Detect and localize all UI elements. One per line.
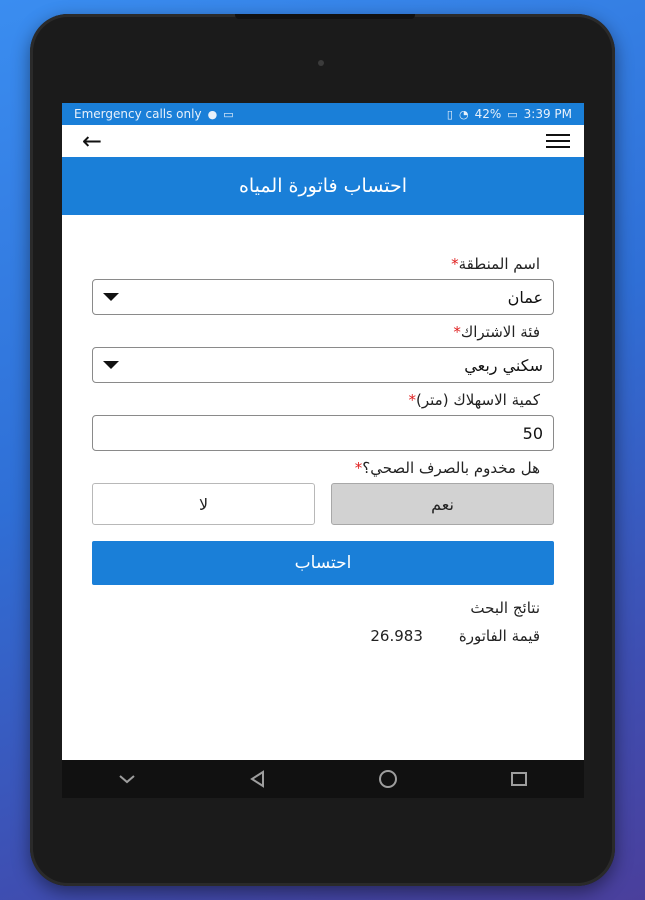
- bill-result-row: [92, 627, 554, 645]
- dropdown-caret-icon: [103, 293, 119, 301]
- results-title: نتائج البحث: [470, 599, 540, 617]
- calculate-button[interactable]: احتساب: [92, 541, 554, 585]
- back-arrow-icon[interactable]: ←: [82, 127, 103, 155]
- sewage-yes-button[interactable]: نعم: [331, 483, 554, 525]
- hamburger-menu-icon[interactable]: [546, 134, 570, 148]
- required-mark: *: [451, 255, 459, 273]
- media-icon: ▭: [223, 107, 234, 121]
- sewage-label: هل مخدوم بالصرف الصحي؟*: [354, 459, 540, 477]
- status-right: [447, 107, 572, 121]
- clock: 3:39 PM: [523, 107, 572, 121]
- bill-value: 26.983: [370, 627, 423, 645]
- device-screen: [62, 103, 584, 798]
- wifi-icon: ◔: [458, 107, 469, 121]
- consumption-input[interactable]: [92, 415, 554, 451]
- consumption-label: كمية الاسهلاك (متر)*: [408, 391, 540, 409]
- sewage-no-button[interactable]: لا: [92, 483, 315, 525]
- bill-label: قيمة الفاتورة: [458, 627, 540, 645]
- subscription-value: سكني ربعي: [464, 355, 543, 375]
- app-toolbar: [62, 125, 584, 157]
- battery-percent: 42%: [474, 107, 502, 121]
- carrier-text: Emergency calls only: [74, 107, 202, 121]
- status-bar: [62, 103, 584, 125]
- tablet-frame: [30, 14, 615, 886]
- page-title-bar: [62, 157, 584, 215]
- system-nav-bar: [62, 760, 584, 798]
- bill-form: [62, 215, 584, 645]
- nav-recents-icon[interactable]: [504, 764, 534, 794]
- camera-icon: [318, 60, 324, 66]
- status-left: [74, 107, 234, 121]
- vibrate-icon: ▯: [446, 107, 453, 121]
- sewage-toggle-group: [92, 483, 554, 525]
- page-title: احتساب فاتورة المياه: [238, 175, 408, 197]
- dropdown-caret-icon: [103, 361, 119, 369]
- region-dropdown[interactable]: [92, 279, 554, 315]
- consumption-value: 50: [522, 423, 543, 443]
- subscription-dropdown[interactable]: [92, 347, 554, 383]
- region-value: عمان: [507, 287, 543, 307]
- required-mark: *: [408, 391, 417, 409]
- required-mark: *: [453, 323, 461, 341]
- battery-icon: ▭: [507, 107, 518, 121]
- nav-home-icon[interactable]: [373, 764, 403, 794]
- subscription-label: فئة الاشتراك*: [453, 323, 540, 341]
- required-mark: *: [354, 459, 363, 477]
- nav-down-icon[interactable]: [112, 764, 142, 794]
- notification-dot-icon: ●: [207, 107, 218, 121]
- nav-back-icon[interactable]: [243, 764, 273, 794]
- region-label: اسم المنطقة*: [451, 255, 540, 273]
